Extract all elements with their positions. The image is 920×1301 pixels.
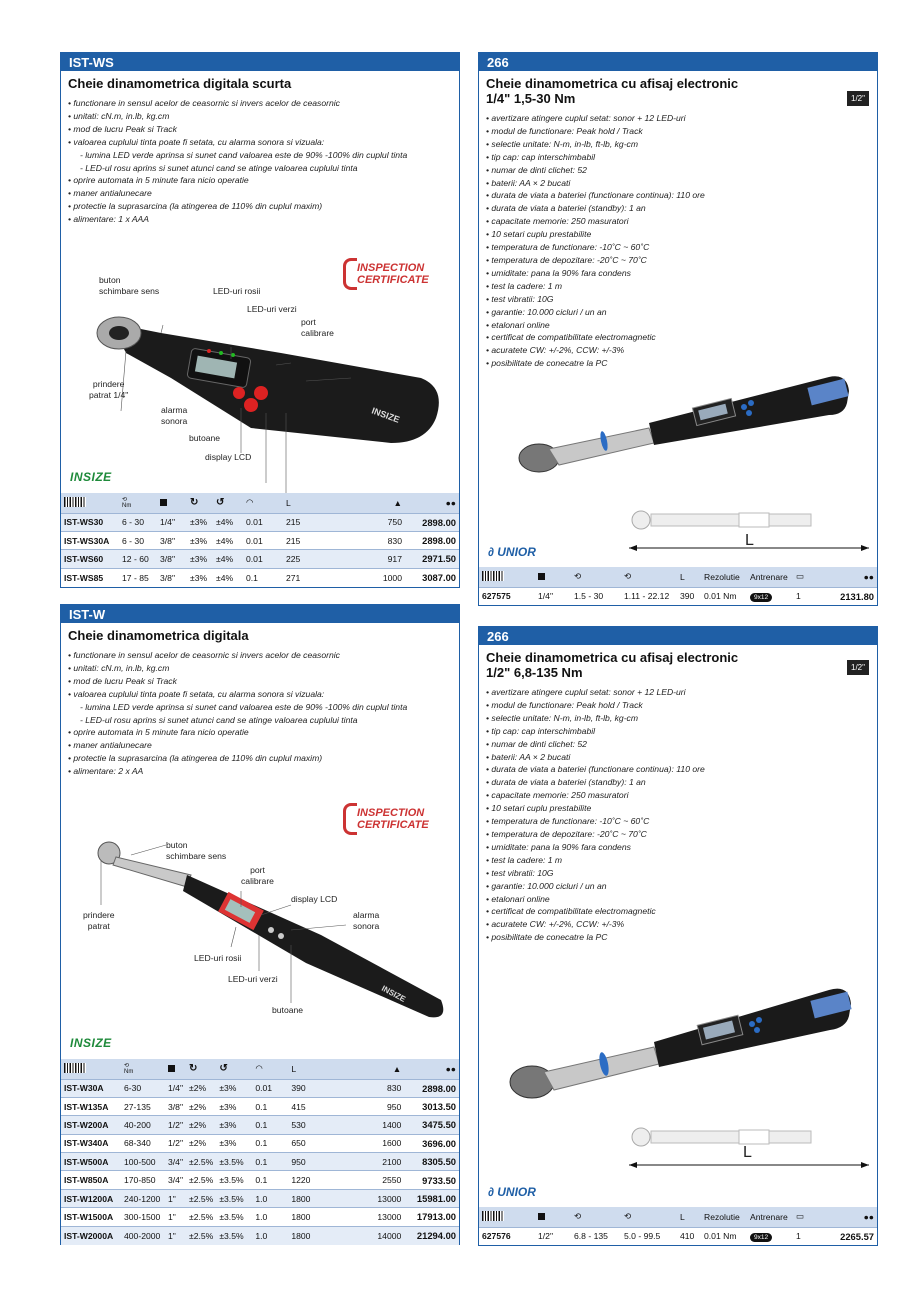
inspection-certificate-logo: INSPECTION CERTIFICATE [343,803,443,839]
counterclockwise-icon: ↺ [216,497,225,509]
feature-item: • garantie: 10.000 cicluri / un an [486,880,607,891]
barcode-icon [482,571,504,581]
coins-icon: ●● [863,1211,874,1222]
cell-len: 650 [288,1134,358,1152]
square-drive-icon [160,499,167,506]
cell-ccw: ±3% [216,1134,252,1152]
feature-list [61,91,459,226]
drive-pill: 9x12 [750,593,772,602]
feature-item: • acuratete CW: +/-2%, CCW: +/-3% [486,345,625,356]
feature-item: • durata de viata a bateriei (functionare continua): 110 ore [486,764,705,775]
feature-item: • protectie la suprasarcina (la atingerea de 110% din cuplul maxim) [68,201,323,212]
coins-icon: ●● [863,571,874,582]
cell-res: 0.1 [252,1153,288,1171]
feature-item: • posibilitate de conecatre la PC [486,932,608,943]
panel-tag: 266 [479,53,877,71]
feature-item: • capacitate memorie: 250 masuratori [486,790,629,801]
cell-ccw: ±3.5% [216,1171,252,1189]
feature-item: • test la cadere: 1 m [486,280,563,291]
cell-price: 17913.00 [404,1208,459,1226]
feature-item: • functionare in sensul acelor de ceasornic si invers acelor de ceasornic [68,650,340,660]
cell-range: 68-340 [121,1134,165,1152]
unior-logo: ∂ UNIOR [488,545,536,559]
dimension-label: L [745,532,754,549]
torque-range-nm-icon: ⟲ [574,571,582,582]
feature-list [61,643,459,778]
cell-res: 0.01 [243,550,283,568]
feature-item: • durata de viata a bateriei (standby): 1 an [486,777,646,788]
feature-item: • temperatura de depozitare: -20˚C ~ 70˚C [486,254,647,265]
cell-cw: ±2.5% [186,1153,216,1171]
cell-weight: 1000 [363,568,405,586]
feature-item: - lumina LED verde aprinsa si sunet cand valoarea este de 90% -100% din cuplul tinta [80,149,408,160]
spec-table-ist-ws [61,493,459,587]
feature-item: • capacitate memorie: 250 masuratori [486,216,629,227]
cell-code: IST-WS85 [61,568,119,586]
feature-item: • tip cap: cap interschimbabil [486,725,596,736]
panel-unior-266-quarter [478,52,878,606]
callout-alarm: alarma sonora [353,910,380,931]
feature-item: • oprire automata in 5 minute fara nicio operatie [68,175,249,186]
clockwise-icon: ↻ [190,497,199,509]
feature-item: • test vibratii: 10G [486,867,554,878]
feature-item: • tip cap: cap interschimbabil [486,151,596,162]
panel-tag: IST-W [61,605,459,623]
callout-buttons: butoane [272,1005,304,1015]
table-header [479,567,877,587]
cell-weight: 830 [358,1079,404,1097]
unior-torque-wrench-image [499,363,869,473]
cell-price: 21294.00 [404,1226,459,1244]
cell-range: 12 - 60 [119,550,157,568]
spec-table-unior-627575 [479,567,877,605]
cell-cw: ±3% [187,513,213,531]
spec-table-unior-627576 [479,1207,877,1245]
feature-item: • 10 setari cuplu prestabilite [486,229,592,240]
cell-weight: 1400 [358,1116,404,1134]
cell-drive: 3/4" [165,1171,186,1189]
feature-item: • numar de dinti clichet: 52 [486,738,587,749]
cell-weight: 2550 [358,1171,404,1189]
feature-item: • mod de lucru Peak si Track [68,123,177,134]
cell-len: 271 [283,568,363,586]
table-row [61,513,459,531]
feature-item: • certificat de compatibilitate electromagnetic [486,332,656,343]
resolution-header: Rezolutie [701,1207,747,1227]
cell-ccw: ±3.5% [216,1189,252,1207]
cell-drive: 1/4" [157,513,187,531]
panel-tag: 266 [479,627,877,645]
insize-logo: INSIZE [70,470,112,484]
cell-res: 0.1 [252,1097,288,1115]
feature-item: • test vibratii: 10G [486,293,554,304]
inspection-certificate-logo: INSPECTION CERTIFICATE [343,258,443,294]
svg-text:INSIZE: INSIZE [370,405,402,425]
cell-res: 0.01 [243,513,283,531]
barcode-icon [482,1211,504,1221]
cell-ccw: ±3% [216,1116,252,1134]
cell-range: 6-30 [121,1079,165,1097]
cell-price: 3696.00 [404,1134,459,1152]
cell-range: 6 - 30 [119,531,157,549]
drive-size-badge: 1/2" [847,91,869,106]
table-header [61,493,459,513]
cell-drive: 1" [165,1189,186,1207]
feature-item: • protectie la suprasarcina (la atingerea de 110% din cuplul maxim) [68,753,323,764]
ruler-icon: ▭ [796,571,805,582]
cell-drive: 1/2" [165,1116,186,1134]
cell-price: 3475.50 [404,1116,459,1134]
cell-cw: ±2.5% [186,1171,216,1189]
feature-item: • maner antialunecare [68,188,152,199]
cell-code: IST-WS30 [61,513,119,531]
cell-price: 2898.00 [405,531,459,549]
weight-icon: ▲ [393,497,402,508]
feature-item: • selectie unitate: N-m, in-lb, ft-lb, kg-cm [486,712,639,723]
cell-code: IST-WS30A [61,531,119,549]
callout-alarm: alarma sonora [161,405,188,426]
cell-weight: 13000 [358,1208,404,1226]
feature-item: • acuratete CW: +/-2%, CCW: +/-3% [486,919,625,930]
cell-price: 2971.50 [405,550,459,568]
coins-icon: ●● [445,1063,456,1074]
callout-button-direction: buton schimbare sens [99,275,160,296]
feature-item: • etalonari online [486,893,550,904]
feature-item: • numar de dinti clichet: 52 [486,164,587,175]
cell-code: IST-W200A [61,1116,121,1134]
cell-range: 27-135 [121,1097,165,1115]
cell-code: IST-W30A [61,1079,121,1097]
cell-cw: ±2.5% [186,1208,216,1226]
callout-red-leds: LED-uri rosii [213,286,261,296]
cell-cw: ±2% [186,1097,216,1115]
coins-icon: ●● [445,497,456,508]
cell-len: 215 [283,531,363,549]
ruler-icon: ▭ [796,1211,805,1222]
cell-res: 0.1 [252,1116,288,1134]
cell-ccw: ±3.5% [216,1226,252,1244]
cell-res: 1.0 [252,1189,288,1207]
length-header: L [677,567,701,587]
table-row [61,550,459,568]
cell-range: 6 - 30 [119,513,157,531]
cell-drive: 3/8" [157,568,187,586]
table-row [61,1097,459,1115]
cell-cw: ±2.5% [186,1189,216,1207]
cell-len: 1220 [288,1171,358,1189]
cell-drive: 3/8" [157,531,187,549]
cell-cw: ±3% [187,531,213,549]
cell-ccw: ±4% [213,513,243,531]
table-row [61,1189,459,1207]
clockwise-icon: ↻ [189,1063,198,1075]
torque-wrench-short-image [81,293,451,493]
cell-len: 950 [288,1153,358,1171]
feature-item: • unitati: cN.m, in.lb, kg.cm [68,110,170,121]
cell-range: 100-500 [121,1153,165,1171]
cell-cw: ±2% [186,1134,216,1152]
table-row [61,1226,459,1244]
cell-range: 400-2000 [121,1226,165,1244]
feature-item: • temperatura de depozitare: -20˚C ~ 70˚C [486,828,647,839]
feature-item: • avertizare atingere cuplul setat: sonor + 12 LED-uri [486,687,686,697]
cell-price: 8305.50 [404,1153,459,1171]
table-row [61,1079,459,1097]
feature-item: • temperatura de functionare: -10˚C ~ 60˚C [486,816,650,827]
cell-len: 215 [283,513,363,531]
feature-item: • unitati: cN.m, in.lb, kg.cm [68,662,170,673]
table-row [61,568,459,586]
cell-ccw: ±3.5% [216,1153,252,1171]
cell-len: 390 [288,1079,358,1097]
table-row [61,1153,459,1171]
unior-logo: ∂ UNIOR [488,1185,536,1199]
length-icon: L [288,1059,358,1079]
cell-code: IST-W850A [61,1171,121,1189]
cell-len: 415 [288,1097,358,1115]
product-title: Cheie dinamometrica digitala [68,628,249,643]
panel-ist-ws [60,52,460,588]
feature-item: • durata de viata a bateriei (functionare continua): 110 ore [486,190,705,201]
drive-header: Antrenare [747,567,793,587]
square-drive-icon [538,573,545,580]
cell-drive: 1/4" [165,1079,186,1097]
cell-range: 240-1200 [121,1189,165,1207]
feature-item: • 10 setari cuplu prestabilite [486,803,592,814]
cell-code: IST-W135A [61,1097,121,1115]
feature-item: • alimentare: 1 x AAA [68,214,150,225]
cell-drive: 1/2" [165,1134,186,1152]
cell-len: 1800 [288,1208,358,1226]
counterclockwise-icon: ↺ [219,1063,228,1075]
drive-pill: 9x12 [750,1233,772,1242]
table-row [61,1208,459,1226]
cell-weight: 14000 [358,1226,404,1244]
panel-tag: IST-WS [61,53,459,71]
cell-range: 17 - 85 [119,568,157,586]
callout-buttons: butoane [189,433,221,443]
cell-weight: 830 [363,531,405,549]
cell-weight: 750 [363,513,405,531]
feature-item: - LED-ul rosu aprins si sunet atunci cand se atinge valoarea cuplului tinta [80,714,358,725]
callout-calibration-port: port calibrare [301,317,334,338]
cell-code: IST-W2000A [61,1226,121,1244]
cell-cw: ±2% [186,1116,216,1134]
cell-res: 0.1 [252,1171,288,1189]
cell-cw: ±2% [186,1079,216,1097]
feature-item: • modul de functionare: Peak hold / Track [486,125,643,136]
cell-ccw: ±3% [216,1097,252,1115]
callout-calibration-port: port calibrare [241,865,274,886]
panel-unior-266-half [478,626,878,1246]
cell-code: IST-W1500A [61,1208,121,1226]
table-row: 627575 1/4" 1.5 - 30 1.11 - 22.12 390 0.01 Nm 9x12 1 2131.80 [479,587,877,605]
cell-range: 300-1500 [121,1208,165,1226]
product-title: Cheie dinamometrica cu afisaj electronic 1/4" 1,5-30 Nm [486,76,739,106]
table-row [61,531,459,549]
table-row: 627576 1/2" 6.8 - 135 5.0 - 99.5 410 0.01 Nm 9x12 1 2265.57 [479,1227,877,1245]
cell-weight: 917 [363,550,405,568]
cell-len: 225 [283,550,363,568]
panel-ist-w [60,604,460,1245]
length-icon: L [283,493,363,513]
square-drive-icon [168,1065,175,1072]
feature-list [479,106,877,370]
feature-item: - lumina LED verde aprinsa si sunet cand valoarea este de 90% -100% din cuplul tinta [80,701,408,712]
barcode-icon [64,497,86,507]
length-header: L [677,1207,701,1227]
feature-item: • umiditate: pana la 90% fara condens [486,841,631,852]
callout-square-drive: prindere patrat 1/4" [89,379,129,400]
cell-res: 1.0 [252,1226,288,1244]
cell-drive: 3/4" [165,1153,186,1171]
cell-drive: 3/8" [157,550,187,568]
cell-weight: 950 [358,1097,404,1115]
feature-item: • temperatura de functionare: -10˚C ~ 60˚C [486,242,650,253]
cell-price: 2898.00 [404,1079,459,1097]
cell-ccw: ±4% [213,568,243,586]
torque-range-icon: ⟲ Nm [119,493,157,513]
feature-item: • valoarea cuplului tinta poate fi setata, cu alarma sonora si vizuala: [68,136,325,147]
feature-item: • modul de functionare: Peak hold / Track [486,699,643,710]
cell-res: 1.0 [252,1208,288,1226]
weight-icon: ▲ [392,1063,402,1074]
cell-cw: ±3% [187,550,213,568]
feature-item: • selectie unitate: N-m, in-lb, ft-lb, kg-cm [486,138,639,149]
cell-res: 0.01 [252,1079,288,1097]
drive-header: Antrenare [747,1207,793,1227]
torque-range-icon: ⟲ Nm [121,1059,165,1079]
cell-weight: 1600 [358,1134,404,1152]
callout-lcd: display LCD [291,894,338,904]
square-drive-icon [538,1213,545,1220]
cell-len: 1800 [288,1189,358,1207]
cell-code: IST-W500A [61,1153,121,1171]
cell-len: 530 [288,1116,358,1134]
insize-logo: INSIZE [70,1036,112,1050]
feature-item: • baterii: AA × 2 bucati [486,751,571,762]
cell-price: 2898.00 [405,513,459,531]
table-row [61,1116,459,1134]
unior-torque-wrench-image [494,972,864,1102]
cell-range: 170-850 [121,1171,165,1189]
barcode-icon [64,1063,86,1073]
torque-range-nm-icon: ⟲ [574,1211,582,1222]
callout-red-leds: LED-uri rosii [194,953,242,963]
feature-item: • mod de lucru Peak si Track [68,675,177,686]
cell-weight: 2100 [358,1153,404,1171]
callout-button-direction: buton schimbare sens [166,840,227,861]
cell-price: 9733.50 [404,1171,459,1189]
drive-size-badge: 1/2" [847,660,869,675]
feature-item: • etalonari online [486,319,550,330]
feature-list [479,680,877,944]
cell-drive: 1" [165,1226,186,1244]
callout-green-leds: LED-uri verzi [247,304,297,314]
callout-square-drive: prindere patrat [83,910,115,931]
table-header [61,1059,459,1079]
cell-ccw: ±3.5% [216,1208,252,1226]
callout-green-leds: LED-uri verzi [228,974,278,984]
cell-cw: ±3% [187,568,213,586]
cell-res: 0.01 [243,531,283,549]
cell-ccw: ±4% [213,550,243,568]
table-row [61,1134,459,1152]
svg-text:INSIZE: INSIZE [380,983,408,1004]
feature-item: • posibilitate de conecatre la PC [486,358,608,369]
cell-drive: 1" [165,1208,186,1226]
cell-ccw: ±3% [216,1079,252,1097]
gauge-icon: ◠ [246,497,254,508]
feature-item: • umiditate: pana la 90% fara condens [486,267,631,278]
cell-res: 0.1 [252,1134,288,1152]
callout-lcd: display LCD [205,452,252,462]
feature-item: • valoarea cuplului tinta poate fi setata, cu alarma sonora si vizuala: [68,688,325,699]
feature-item: • functionare in sensul acelor de ceasornic si invers acelor de ceasornic [68,98,340,108]
cell-code: IST-W1200A [61,1189,121,1207]
feature-item: • certificat de compatibilitate electromagnetic [486,906,656,917]
feature-item: • alimentare: 2 x AA [68,766,144,777]
table-row [61,1171,459,1189]
product-title: Cheie dinamometrica digitala scurta [68,76,292,91]
feature-item: • maner antialunecare [68,740,152,751]
cell-code: IST-WS60 [61,550,119,568]
product-title: Cheie dinamometrica cu afisaj electronic 1/2" 6,8-135 Nm [486,650,739,680]
feature-item: - LED-ul rosu aprins si sunet atunci cand se atinge valoarea cuplului tinta [80,162,358,173]
resolution-header: Rezolutie [701,567,747,587]
cell-cw: ±2.5% [186,1226,216,1244]
cell-ccw: ±4% [213,531,243,549]
feature-item: • baterii: AA × 2 bucati [486,177,571,188]
feature-item: • test la cadere: 1 m [486,854,563,865]
table-header [479,1207,877,1227]
torque-range-ftlb-icon: ⟲ [624,571,632,582]
feature-item: • avertizare atingere cuplul setat: sonor + 12 LED-uri [486,113,686,123]
cell-weight: 13000 [358,1189,404,1207]
cell-range: 40-200 [121,1116,165,1134]
torque-range-ftlb-icon: ⟲ [624,1211,632,1222]
dimension-label: L [743,1144,752,1161]
cell-res: 0.1 [243,568,283,586]
cell-price: 3087.00 [405,568,459,586]
gauge-icon: ◠ [255,1063,263,1074]
feature-item: • garantie: 10.000 cicluri / un an [486,306,607,317]
cell-price: 3013.50 [404,1097,459,1115]
spec-table-ist-w [61,1059,459,1245]
cell-code: IST-W340A [61,1134,121,1152]
cell-drive: 3/8" [165,1097,186,1115]
feature-item: • durata de viata a bateriei (standby): 1 an [486,203,646,214]
feature-item: • oprire automata in 5 minute fara nicio operatie [68,727,249,738]
cell-len: 1800 [288,1226,358,1244]
cell-price: 15981.00 [404,1189,459,1207]
